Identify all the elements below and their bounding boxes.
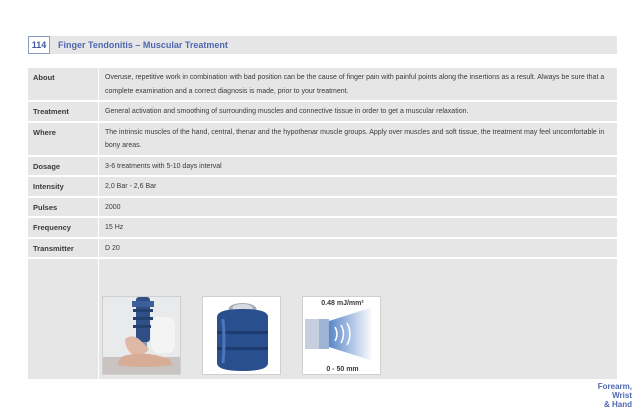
- row-label: Treatment: [33, 107, 69, 116]
- page-number: 114: [28, 36, 50, 54]
- row-label: About: [33, 73, 55, 82]
- row-label: Dosage: [33, 161, 61, 171]
- row-value: 2,0 Bar - 2,6 Bar: [98, 177, 617, 196]
- hand-applicator-image: [103, 297, 181, 375]
- row-label: Frequency: [33, 223, 71, 232]
- row-value: 2000: [98, 198, 617, 217]
- image-area: [98, 259, 617, 379]
- footer-line: & Hand: [604, 400, 632, 409]
- energy-label: 0.48 mJ/mm²: [321, 300, 364, 307]
- row-pulses: [28, 198, 617, 219]
- footer-line: Wrist: [612, 391, 632, 400]
- image-row: [28, 259, 617, 379]
- row-frequency: [28, 218, 617, 239]
- treatment-table: [28, 68, 617, 379]
- row-label: Where: [33, 127, 56, 137]
- transmitter-image: [203, 297, 281, 375]
- depth-label: 0 - 50 mm: [326, 366, 359, 373]
- header-bar: [28, 36, 617, 54]
- row-dosage: [28, 157, 617, 178]
- treatment-photo: [102, 296, 181, 375]
- row-value: 15 Hz: [98, 218, 617, 237]
- shockwave-diagram: [303, 297, 381, 375]
- row-about: [28, 68, 617, 102]
- energy-diagram: [302, 296, 381, 375]
- row-transmitter: [28, 239, 617, 260]
- row-value: Overuse, repetitive work in combination with bad position can be the cause of finger pain with painful points along the insertions as a result. Always be sure that a complete examination and a correct diagnosis is made, prior to your treatment.: [98, 68, 617, 100]
- row-value: General activation and smoothing of surrounding muscles and connective tissue in order to get a muscular relaxation.: [98, 102, 617, 121]
- footer-line: Forearm,: [597, 382, 632, 391]
- row-label: Intensity: [33, 182, 64, 191]
- transmitter-photo: [202, 296, 281, 375]
- row-value: D 20: [98, 239, 617, 258]
- page-title: Finger Tendonitis – Muscular Treatment: [58, 40, 228, 50]
- row-label: Transmitter: [33, 243, 74, 253]
- row-intensity: [28, 177, 617, 198]
- section-footer: [598, 382, 632, 409]
- row-label: Pulses: [33, 202, 58, 212]
- row-where: [28, 123, 617, 157]
- row-value: The intrinsic muscles of the hand, central, thenar and the hypothenar muscle groups. Apply over muscles and soft tissue, the treatment may feel uncomfortable in bony areas.: [98, 123, 617, 155]
- row-value: 3-6 treatments with 5-10 days interval: [98, 157, 617, 176]
- row-treatment: [28, 102, 617, 123]
